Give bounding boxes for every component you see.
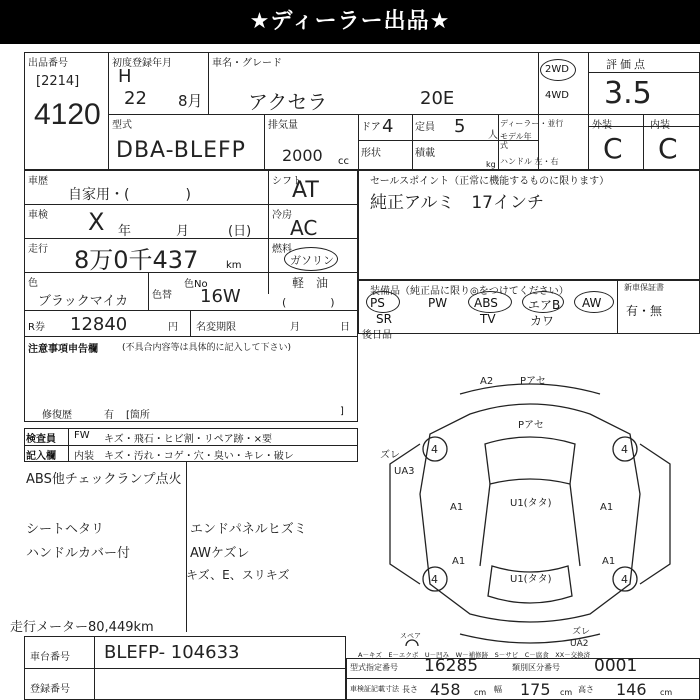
dims-label: 車検証記載寸法 [350, 685, 399, 693]
mark-u1-2: U1(タタ) [510, 574, 552, 585]
mark-4-fl: 4 [431, 443, 438, 456]
class-label: 類別区分番号 [512, 663, 560, 672]
mark-pase-1: Pアセ [520, 376, 546, 387]
repair-label: 修復歴 [42, 410, 72, 421]
disp-label: 排気量 [268, 120, 298, 131]
width-label: 幅 [494, 685, 502, 694]
fuel-circle [284, 247, 338, 271]
mark-4-rr: 4 [621, 573, 628, 586]
equip-ps: PS [370, 296, 385, 310]
tax-value: 12840 [70, 314, 128, 335]
inspector-label2: 記入欄 [26, 451, 56, 462]
drive-2wd: 2WD [545, 64, 569, 75]
length-label: 長さ [402, 685, 418, 694]
reg-month: 8月 [178, 92, 203, 110]
door-value: 4 [382, 116, 394, 137]
model-label: 型式 [112, 120, 132, 131]
dealer-banner [0, 0, 700, 44]
mark-zure-1: ズレ [380, 450, 400, 461]
mark-ua2: UA2 [570, 639, 589, 646]
equip-abs-circle [468, 291, 512, 313]
mark-u1-1: U1(タタ) [510, 498, 552, 509]
cap-label: 定員 [415, 122, 435, 133]
fuel-paren: ( ) [282, 296, 335, 309]
note-abs: ABS他チェックランプ点火 [26, 472, 182, 487]
height-value: 146 [616, 680, 647, 699]
model-code: DBA-BLEFP [116, 138, 246, 163]
shift-label: シフト [272, 176, 302, 187]
mark-a1-4: A1 [602, 556, 616, 567]
inspector-int: 内装 [74, 451, 94, 462]
banner-title: ★ディーラー出品★ [249, 9, 451, 34]
equip-aw-circle [574, 291, 614, 313]
sales-title: セールスポイント（正常に機能するものに限ります） [370, 176, 610, 187]
color-no-label: 色No [184, 279, 208, 290]
note-handle: ハンドルカバー付 [26, 546, 131, 561]
tax-unit: 円 [168, 322, 178, 333]
lot-sub: [2214] [36, 74, 80, 89]
door-label: ドア [361, 122, 381, 133]
color-value: ブラックマイカ [38, 294, 129, 309]
ext-grade: C [603, 132, 623, 165]
cap-value: 5 [454, 116, 466, 137]
equip-airbag: エアB [528, 298, 561, 312]
int-grade: C [658, 132, 678, 165]
load-label: 積載 [415, 148, 435, 159]
equip-pw: PW [428, 296, 448, 310]
reg-no-label: 登録番号 [30, 684, 70, 695]
length-unit: cm [474, 688, 487, 697]
reg-label: 初度登録年月 [112, 58, 172, 69]
height-unit: cm [660, 688, 673, 697]
inspect-month: 月 [176, 224, 190, 239]
class-value: 0001 [594, 656, 638, 676]
ac-value: AC [290, 216, 318, 240]
mileage-unit: km [226, 260, 242, 271]
mark-4-rl: 4 [431, 573, 438, 586]
car-name: アクセラ [248, 90, 328, 114]
mileage-label: 走行 [28, 244, 48, 255]
fuel-label: 燃料 [272, 244, 292, 255]
disp-unit: cc [338, 156, 349, 167]
car-right-side [640, 444, 670, 584]
mark-spare: スペア [400, 632, 421, 640]
shift-value: AT [292, 178, 319, 203]
fuel-value: ガソリン [290, 254, 334, 267]
mark-4-fr: 4 [621, 443, 628, 456]
warranty-value: 有・無 [626, 304, 663, 318]
sales-note: 純正アルミ 17インチ [370, 193, 544, 213]
disp-value: 2000 [282, 146, 323, 165]
mark-a1-2: A1 [600, 502, 614, 513]
car-left-pillar [480, 484, 490, 566]
inspect-value: X [88, 208, 105, 236]
inspect-label: 車検 [28, 210, 48, 221]
note-scratch: キズ、E、スリキズ [186, 568, 290, 582]
model-year-label: モデル年式 [500, 132, 532, 150]
color-no: 16W [200, 286, 241, 307]
repair-place: [箇所 [126, 410, 150, 421]
note-endpanel: エンドパネルヒズミ [190, 522, 307, 537]
car-right-pillar [570, 484, 580, 566]
equipment-title: 装備品（純正品に限り◎をつけてください） [370, 286, 569, 297]
note-meter: 走行メーター80,449km [10, 620, 154, 635]
width-unit: cm [560, 688, 573, 697]
drive-4wd: 4WD [545, 90, 569, 101]
note-aw: AWケズレ [190, 546, 250, 561]
mark-a1-3: A1 [452, 556, 466, 567]
chassis-label: 車台番号 [30, 652, 70, 663]
note-seat: シートヘタリ [26, 522, 105, 537]
usage-label: 車歴 [28, 176, 48, 187]
reg-year: 22 [124, 88, 147, 109]
name-change-label: 名変期限 [196, 322, 236, 333]
score-value: 3.5 [604, 76, 652, 111]
mark-ua3: UA3 [394, 466, 415, 477]
warranty-label: 新車保証書 [624, 283, 664, 292]
equip-airbag-circle [522, 291, 564, 313]
mark-pase-2: Pアセ [518, 420, 544, 431]
handle-label: ハンドル 左・右 [500, 157, 559, 166]
auction-sheet [0, 44, 700, 700]
shape-label: 形状 [361, 148, 381, 159]
equip-sr: SR [376, 312, 392, 326]
inspector-fw: FW [74, 430, 90, 441]
equip-aw: AW [582, 296, 602, 310]
drive-circle [540, 59, 576, 81]
mileage-value: 8万0千437 [74, 246, 199, 274]
equip-abs: ABS [474, 296, 498, 310]
later-label: 後日品 [362, 330, 392, 341]
name-change-day: 日 [340, 322, 350, 333]
reg-era: H [118, 66, 132, 87]
inspector-fw-items: キズ・飛石・ヒビ割・リペア跡・×要 [104, 434, 272, 445]
tax-label: R券 [28, 322, 45, 333]
inspector-int-items: キズ・汚れ・コゲ・穴・臭い・キレ・破レ [104, 451, 294, 462]
car-windshield [485, 437, 575, 484]
lot-label: 出品番号 [28, 58, 68, 69]
repair-value: 有 [104, 410, 114, 421]
width-value: 175 [520, 680, 551, 699]
type-cert-label: 型式指定番号 [350, 663, 398, 672]
fuel-alt: 軽 油 [292, 276, 329, 290]
type-cert-value: 16285 [424, 656, 479, 676]
ac-label: 冷房 [272, 210, 292, 221]
cap-unit: 人 [488, 130, 498, 141]
inspect-year: 年 [118, 224, 132, 239]
repair-close: ] [340, 406, 344, 417]
length-value: 458 [430, 680, 461, 699]
usage-value: 自家用・( ) [68, 187, 191, 203]
equip-tv: TV [480, 312, 496, 326]
car-diagram [360, 334, 700, 646]
name-label: 車名・グレード [212, 58, 282, 69]
inspector-label1: 検査員 [26, 434, 56, 445]
car-left-side [390, 444, 420, 584]
name-change-month: 月 [290, 322, 300, 333]
load-unit: kg [486, 160, 496, 169]
color-code-label: 色替 [152, 290, 172, 301]
mark-a1-1: A1 [450, 502, 464, 513]
mark-zure-2: ズレ [572, 627, 591, 637]
dealer-label: ディーラー・並行 [500, 119, 564, 128]
equip-ps-circle [366, 291, 400, 313]
ext-label: 外装 [592, 120, 612, 131]
inspect-day: (日) [228, 224, 252, 239]
color-label: 色 [28, 278, 38, 289]
notes-sub: (不具合内容等は具体的に記入して下さい) [122, 343, 292, 353]
diagram-legend: A－キズ E－エクボ U－凹み W－補修跡 S－サビ C－腐食 XX－交換済 [358, 651, 591, 659]
score-label: 評価点 [606, 58, 648, 71]
notes-label: 注意事項申告欄 [28, 344, 98, 355]
spare-tire [406, 640, 418, 646]
height-label: 高さ [578, 685, 594, 694]
chassis-value: BLEFP- 104633 [104, 642, 240, 663]
equip-kawa: カワ [530, 314, 555, 328]
mark-a2: A2 [480, 376, 494, 387]
grade: 20E [420, 88, 455, 109]
int-label: 内装 [650, 120, 670, 131]
lot-number: 4120 [34, 98, 101, 131]
